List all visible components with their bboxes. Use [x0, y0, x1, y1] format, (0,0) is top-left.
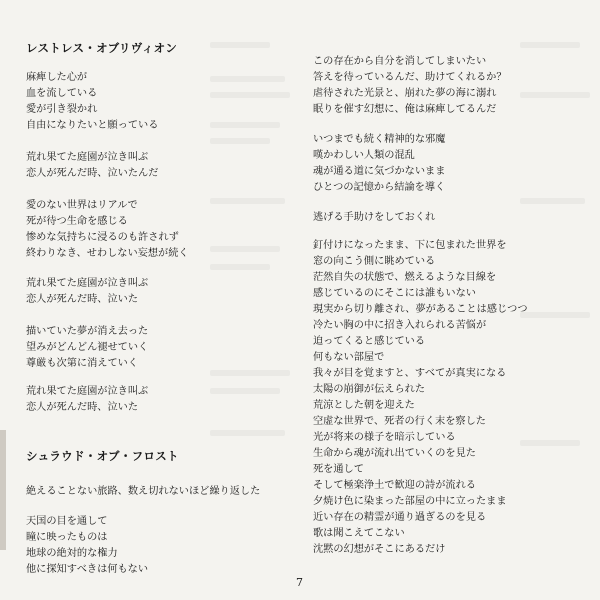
lyric-line: 嘆かわしい人類の混乱: [313, 150, 415, 161]
lyric-line: 魂が通る道に気づかないまま: [313, 166, 446, 177]
lyric-line: 近い存在の精霊が通り過ぎるのを見る: [313, 512, 487, 523]
song-title: レストレス・オブリヴィオン: [26, 41, 178, 55]
lyric-line: 愛が引き裂かれ: [26, 104, 98, 115]
lyric-line: 惨めな気持ちに浸るのも許されず: [26, 232, 179, 243]
lyric-line: 麻痺した心が: [26, 72, 88, 83]
stanza: [26, 384, 148, 416]
lyric-line: 太陽の崩御が伝えられた: [313, 384, 426, 395]
bleed-through: [520, 312, 590, 318]
bleed-through: [210, 430, 285, 436]
bleed-through: [520, 440, 580, 446]
page-number: 7: [296, 576, 303, 589]
stanza: [313, 238, 528, 558]
bleed-through: [210, 92, 290, 98]
bleed-through: [520, 92, 590, 98]
stanza: [313, 210, 435, 226]
lyric-line: 夕焼け色に染まった部屋の中に立ったまま: [313, 496, 507, 507]
lyric-line: 答えを待っているんだ、助けてくれるか？: [313, 72, 507, 83]
lyric-line: 逃げる手助けをしておくれ: [313, 212, 436, 223]
lyric-line: 光が将来の様子を暗示している: [313, 432, 456, 443]
lyric-line: 終わりなき、せわしない妄想が続く: [26, 248, 189, 259]
stanza: [26, 484, 260, 500]
bleed-through: [210, 122, 280, 128]
lyric-line: 我々が目を覚ますと、すべてが真実になる: [313, 368, 507, 379]
stanza: [313, 54, 507, 118]
stanza: [26, 70, 158, 134]
lyric-line: 尊厳も次第に消えていく: [26, 358, 139, 369]
lyric-line: 荒れ果てた庭園が泣き叫ぶ: [26, 386, 149, 397]
lyric-line: 迫ってくると感じている: [313, 336, 426, 347]
stanza: [313, 132, 445, 196]
lyric-line: 何もない部屋で: [313, 352, 385, 363]
lyric-line: 絶えることない旅路、数え切れないほど繰り返した: [26, 486, 261, 497]
lyric-line: 荒れ果てた庭園が泣き叫ぶ: [26, 278, 149, 289]
lyric-line: 荒涼とした朝を迎えた: [313, 400, 415, 411]
stanza: [26, 198, 189, 262]
page-edge-shadow: [0, 430, 6, 550]
bleed-through: [210, 198, 285, 204]
bleed-through: [210, 370, 290, 376]
lyric-line: 現実から切り離され、夢があることは感じつつ: [313, 304, 528, 315]
lyric-line: 窓の向こう側に眺めている: [313, 256, 436, 267]
lyric-line: 死が待つ生命を感じる: [26, 216, 128, 227]
bleed-through: [520, 198, 585, 204]
lyric-line: 虐待された光景と、崩れた夢の海に溺れ: [313, 88, 497, 99]
bleed-through: [210, 388, 280, 394]
lyric-line: 恋人が死んだ時、泣いたんだ: [26, 168, 159, 179]
lyric-line: 血を流している: [26, 88, 98, 99]
lyric-line: 瞳に映ったものは: [26, 532, 108, 543]
lyric-line: 感じているのにそこには誰もいない: [313, 288, 476, 299]
lyric-line: 天国の目を通して: [26, 516, 108, 527]
lyric-line: 茫然自失の状態で、燃えるような目線を: [313, 272, 497, 283]
lyric-line: 沈黙の幻想がそこにあるだけ: [313, 544, 446, 555]
lyric-line: 生命から魂が流れ出ていくのを見た: [313, 448, 476, 459]
stanza: [26, 324, 148, 372]
lyric-line: 眠りを催す幻想に、俺は麻痺してるんだ: [313, 104, 497, 115]
stanza: [26, 514, 148, 578]
lyric-line: 恋人が死んだ時、泣いた: [26, 294, 139, 305]
lyric-line: 自由になりたいと願っている: [26, 120, 159, 131]
lyric-line: ひとつの記憶から結論を導く: [313, 182, 446, 193]
stanza: [26, 150, 158, 182]
lyric-line: 恋人が死んだ時、泣いた: [26, 402, 139, 413]
lyric-line: 他に探知すべきは何もない: [26, 564, 149, 575]
bleed-through: [210, 138, 270, 144]
bleed-through: [210, 76, 285, 82]
bleed-through: [520, 42, 580, 48]
lyric-line: 地球の絶対的な権力: [26, 548, 118, 559]
lyric-line: いつまでも続く精神的な邪魔: [313, 134, 446, 145]
lyric-line: 荒れ果てた庭園が泣き叫ぶ: [26, 152, 149, 163]
lyric-line: そして極楽浄土で歓迎の詩が流れる: [313, 480, 476, 491]
song-title: シュラウド・オブ・フロスト: [26, 449, 179, 463]
lyric-line: 愛のない世界はリアルで: [26, 200, 138, 211]
bleed-through: [210, 264, 270, 270]
bleed-through: [210, 42, 270, 48]
bleed-through: [210, 246, 280, 252]
stanza: [26, 276, 148, 308]
lyric-line: この存在から自分を消してしまいたい: [313, 56, 487, 67]
lyric-line: 描いていた夢が消え去った: [26, 326, 149, 337]
lyric-line: 望みがどんどん褪せていく: [26, 342, 149, 353]
lyric-line: 冷たい胸の中に招き入れられる苦悩が: [313, 320, 487, 331]
lyric-line: 釘付けになったまま、下に包まれた世界を: [313, 240, 507, 251]
lyric-line: 空虚な世界で、死者の行く末を察した: [313, 416, 486, 427]
lyric-line: 死を通して: [313, 464, 364, 475]
lyric-line: 歌は聞こえてこない: [313, 528, 405, 539]
